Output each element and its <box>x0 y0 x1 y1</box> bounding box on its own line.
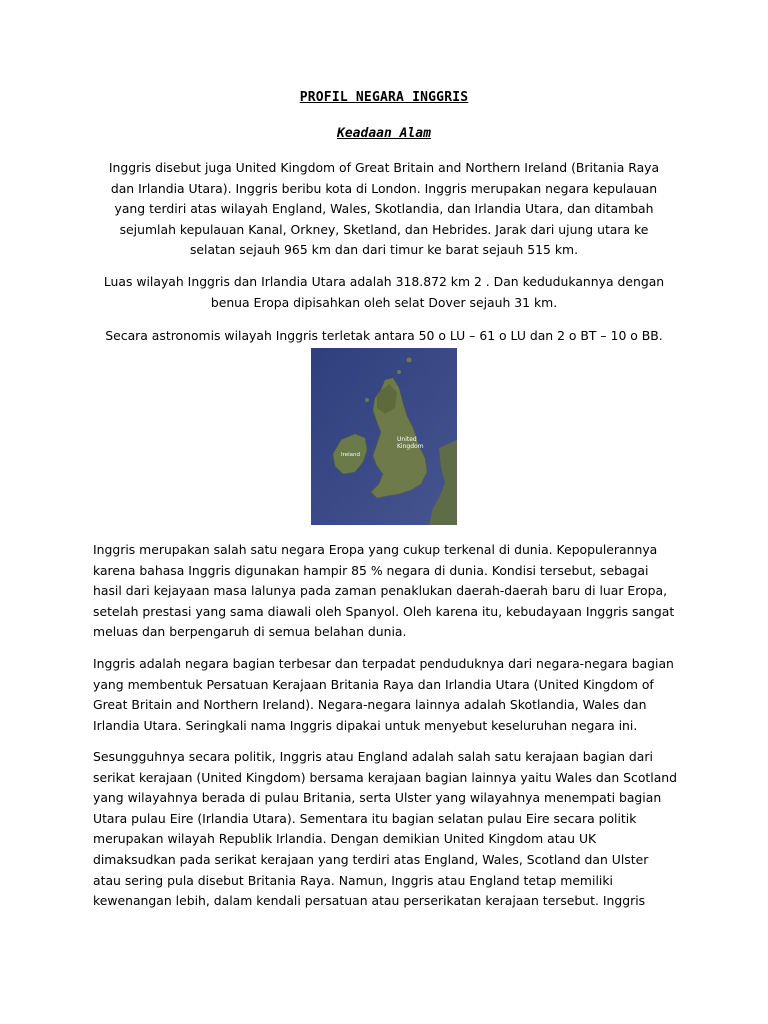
hebrides-island <box>365 398 369 402</box>
body-paragraph-2: Inggris adalah negara bagian terbesar dan terpadat penduduknya dari negara-negara bagian yang membentuk Persatuan Kerajaan Britania Raya dan Irlandia Utara (United Kingdom of Great Britain and Northern Ireland). Negara-negara lainnya adalah Skotlandia, Wales dan Irlandia Utara. Seringkali nama Inggris dipakai untuk menyebut keseluruhan negara ini. <box>93 656 674 733</box>
body-paragraph-3: Sesungguhnya secara politik, Inggris atau England adalah salah satu kerajaan bagian dari serikat kerajaan (United Kingdom) bersama kerajaan bagian lainnya yaitu Wales dan Scotland yang wilayahnya berada di pulau Britania, serta Ulster yang wilayahnya menempati bagian Utara pulau Eire (Irlandia Utara). Sementara itu bagian selatan pulau Eire secara politik merupakan wilayah Republik Irlandia. Dengan demikian United Kingdom atau UK dimaksudkan pada serikat kerajaan yang terdiri atas England, Wales, Scotland dan Ulster atau sering pula disebut Britania Raya. Namun, Inggris atau England tetap memiliki kewenangan lebih, dalam kendali persatuan atau perserikatan kerajaan tersebut. Inggris <box>93 749 678 909</box>
shetland-island <box>407 358 412 363</box>
section-heading: Keadaan Alam <box>337 126 431 141</box>
map-label-kingdom: Kingdom <box>397 443 424 450</box>
intro-paragraph-3: Secara astronomis wilayah Inggris terletak antara 50 o LU – 61 o LU dan 2 o BT – 10 o BB. <box>105 328 663 343</box>
orkney-island <box>397 370 401 374</box>
uk-satellite-map <box>311 348 457 525</box>
map-graphic <box>311 348 457 525</box>
page-title: PROFIL NEGARA INGGRIS <box>299 90 469 105</box>
intro-paragraph-1: Inggris disebut juga United Kingdom of Great Britain and Northern Ireland (Britania Raya dan Irlandia Utara). Inggris beribu kota di London. Inggris merupakan negara kepulauan yang terdiri atas wilayah England, Wales, Skotlandia, dan Irlandia Utara, dan ditambah sejumlah kepulauan Kanal, Orkney, Sketland, dan Hebrides. Jarak dari ujung utara ke selatan sejauh 965 km dan dari timur ke barat sejauh 515 km. <box>108 160 660 258</box>
map-label-united: United <box>397 436 417 443</box>
body-paragraph-1: Inggris merupakan salah satu negara Eropa yang cukup terkenal di dunia. Kepopulerannya karena bahasa Inggris digunakan hampir 85 % negara di dunia. Kondisi tersebut, sebagai hasil dari kejayaan masa lalunya pada zaman penaklukan daerah-daerah baru di luar Eropa, setelah prestasi yang sama diawali oleh Spanyol. Oleh karena itu, kebudayaan Inggris sangat meluas dan berpengaruh di semua belahan dunia. <box>93 542 675 640</box>
map-label-ireland: Ireland <box>341 452 361 458</box>
intro-paragraph-2: Luas wilayah Inggris dan Irlandia Utara adalah 318.872 km 2 . Dan kedudukannya dengan benua Eropa dipisahkan oleh selat Dover sejauh 31 km. <box>103 274 665 310</box>
